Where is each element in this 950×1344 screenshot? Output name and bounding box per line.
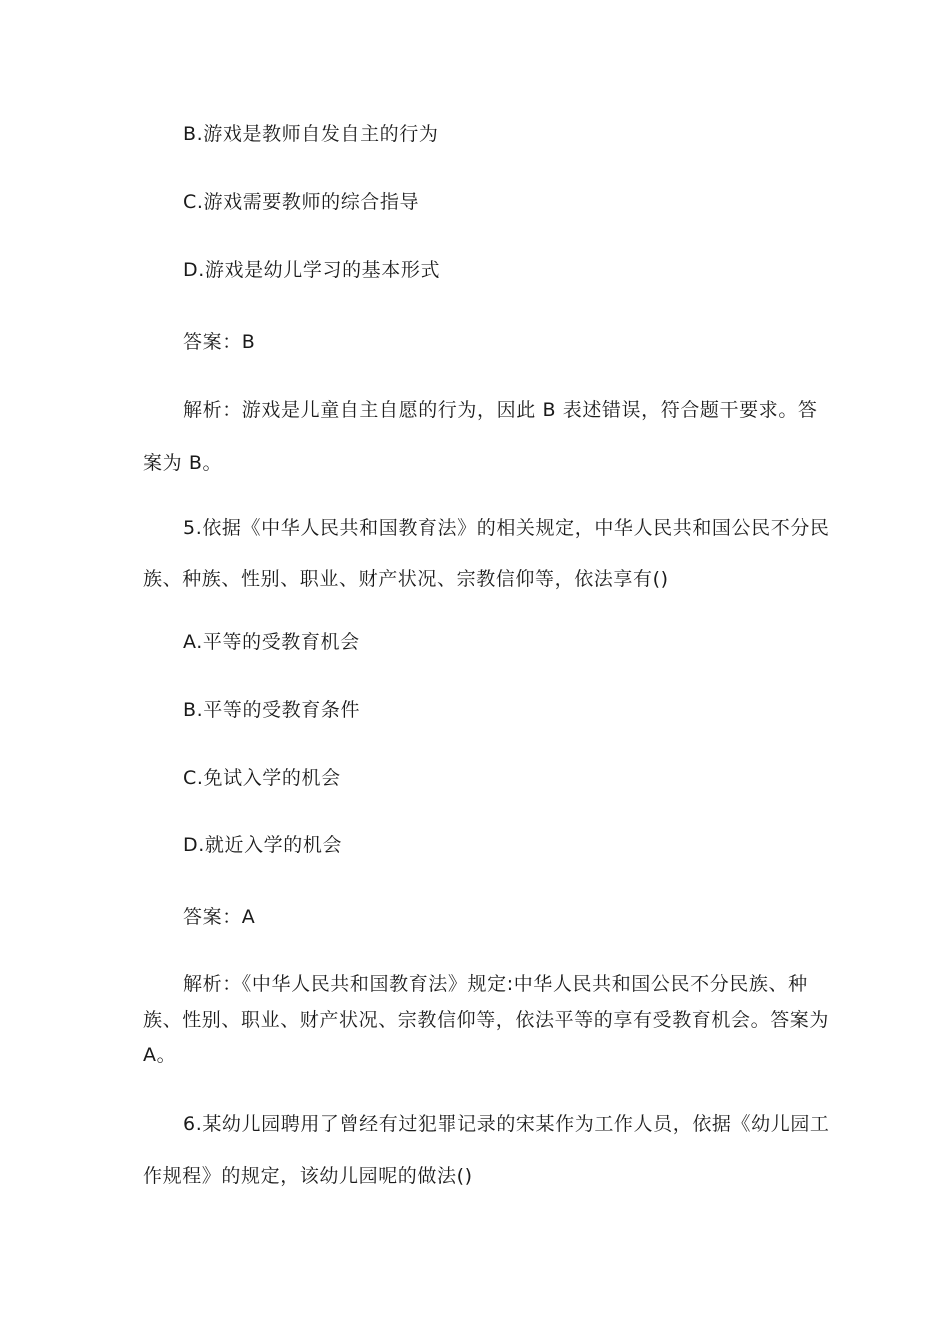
q5-option-d: D.就近入学的机会 xyxy=(183,834,343,856)
q6-question-line-1: 6.某幼儿园聘用了曾经有过犯罪记录的宋某作为工作人员，依据《幼儿园工 xyxy=(183,1113,830,1135)
q5-option-b: B.平等的受教育条件 xyxy=(183,699,361,721)
q5-explanation-line-1: 解析：《中华人民共和国教育法》规定:中华人民共和国公民不分民族、种 xyxy=(183,973,808,995)
q5-question-line-1: 5.依据《中华人民共和国教育法》的相关规定，中华人民共和国公民不分民 xyxy=(183,517,830,539)
q5-explanation-line-3: A。 xyxy=(143,1044,177,1066)
q5-option-a: A.平等的受教育机会 xyxy=(183,631,360,653)
q5-option-c: C.免试入学的机会 xyxy=(183,767,341,789)
q6-question-line-2: 作规程》的规定，该幼儿园呢的做法() xyxy=(143,1165,473,1187)
q5-question-line-2: 族、种族、性别、职业、财产状况、宗教信仰等，依法享有() xyxy=(143,568,669,590)
q4-option-b: B.游戏是教师自发自主的行为 xyxy=(183,123,439,145)
q4-explanation-line-2: 案为 B。 xyxy=(143,452,223,474)
q4-option-d: D.游戏是幼儿学习的基本形式 xyxy=(183,259,441,281)
q5-explanation-line-2: 族、性别、职业、财产状况、宗教信仰等，依法平等的享有受教育机会。答案为 xyxy=(143,1009,830,1031)
q5-answer: 答案：A xyxy=(183,906,256,928)
q4-option-c: C.游戏需要教师的综合指导 xyxy=(183,191,420,213)
q4-answer: 答案：B xyxy=(183,331,256,353)
q4-explanation-line-1: 解析：游戏是儿童自主自愿的行为，因此 B 表述错误，符合题干要求。答 xyxy=(183,399,818,421)
